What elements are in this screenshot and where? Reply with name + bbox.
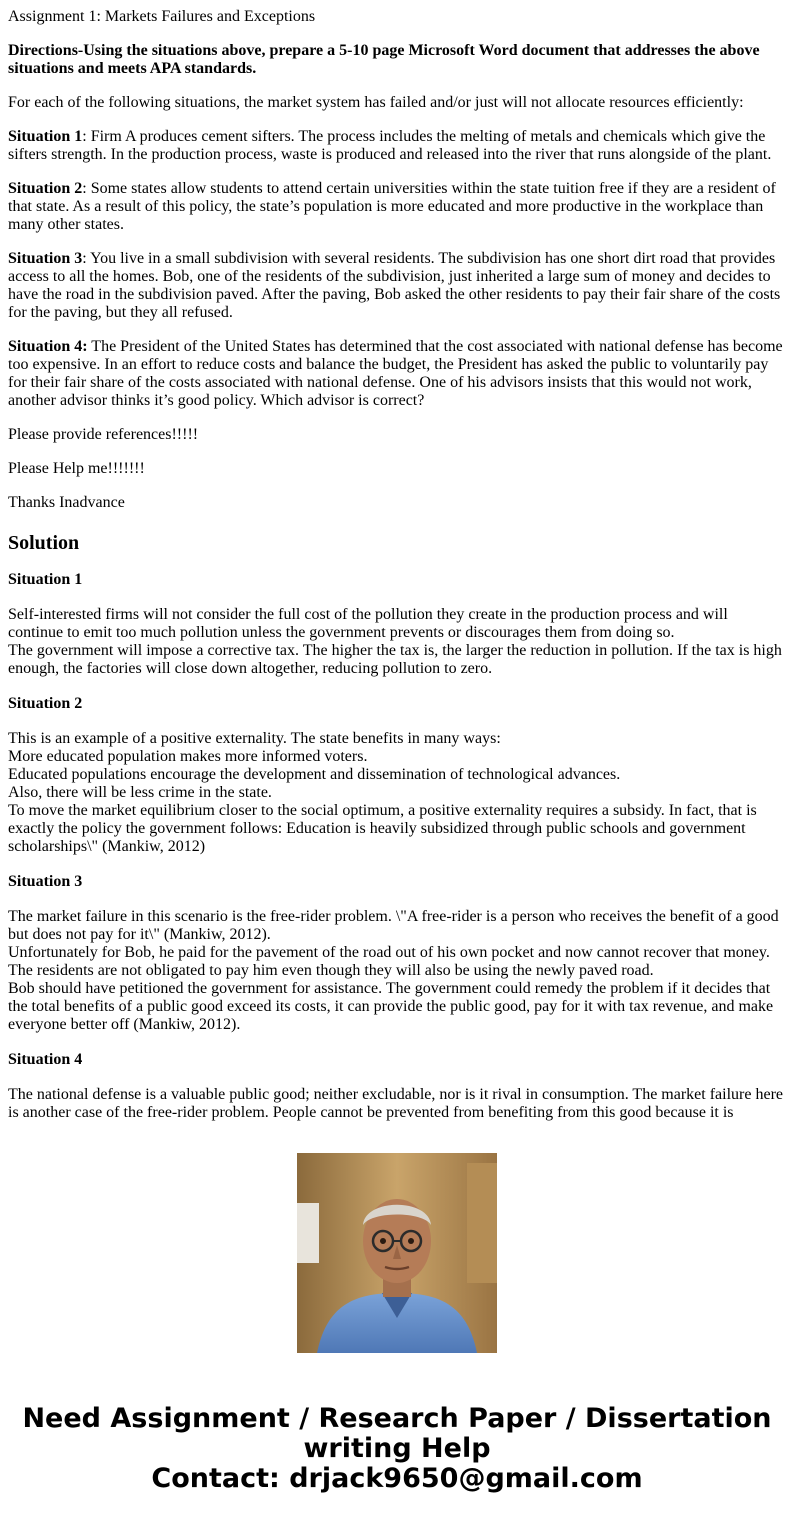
solution-s4-line: The national defense is a valuable public good; neither excludable, nor is it rival in consumption. The market failure here is another case of the free-rider problem. People cannot be prevented from benefiting from this good because it is <box>8 1086 784 1121</box>
situation-3-sep: : <box>82 250 87 267</box>
avatar-portrait-image <box>297 1153 497 1353</box>
situation-2 <box>8 180 786 234</box>
solution-s3-line: Unfortunately for Bob, he paid for the pavement of the road out of his own pocket and now cannot recover that money. The residents are not obligated to pay him even though they will also be using the newly paved road. <box>8 944 770 979</box>
directions <box>8 42 786 78</box>
document-body <box>8 0 786 1123</box>
situation-1-label: Situation 1 <box>8 128 83 145</box>
solution-s4-heading: Situation 4 <box>8 1051 83 1068</box>
promo-line-1: Need Assignment / Research Paper / Dissertation <box>22 1403 772 1434</box>
solution-s2-line: This is an example of a positive externality. The state benefits in many ways: <box>8 730 501 747</box>
solution-s3-line: Bob should have petitioned the government for assistance. The government could remedy the problem if it decides that the total benefits of a public good exceed its costs, it can provide the public good, pay for it with tax revenue, and make everyone better off (Mankiw, 2012). <box>8 980 774 1033</box>
situation-3 <box>8 250 786 322</box>
solution-s3-heading: Situation 3 <box>8 873 83 890</box>
promo-contact: Contact: drjack9650@gmail.com <box>151 1463 643 1494</box>
solution-s2-line: To move the market equilibrium closer to the social optimum, a positive externality requires a subsidy. In fact, that is exactly the policy the government follows: Education is heavily subsidized through public schools and government scholarships\" (Mankiw, 2012) <box>8 802 757 855</box>
thanks-note: Thanks Inadvance <box>8 494 125 511</box>
situation-1-sep: : <box>82 128 87 145</box>
intro-text: For each of the following situations, the market system has failed and/or just will not allocate resources efficiently: <box>8 94 744 111</box>
situation-2-label: Situation 2 <box>8 180 83 197</box>
promo-line-2: writing Help <box>303 1433 491 1464</box>
solution-s2-body <box>8 730 786 856</box>
directions-text: Directions-Using the situations above, prepare a 5-10 page Microsoft Word document that addresses the above situations and meets APA standards. <box>8 42 760 77</box>
situation-2-text: Some states allow students to attend certain universities within the state tuition free if they are a resident of that state. As a result of this policy, the state’s population is more educated and more productive in the workplace than many other states. <box>8 180 776 233</box>
avatar <box>297 1153 497 1353</box>
solution-s3-body <box>8 908 786 1034</box>
solution-s1-line: The government will impose a corrective tax. The higher the tax is, the larger the reduction in pollution. If the tax is high enough, the factories will close down altogether, reducing pollution to zero. <box>8 642 782 677</box>
situation-4-label: Situation 4: <box>8 338 88 355</box>
situation-4 <box>8 338 786 410</box>
references-note: Please provide references!!!!! <box>8 426 199 443</box>
promo-text <box>0 1404 794 1494</box>
solution-s1-line: Self-interested firms will not consider the full cost of the pollution they create in the production process and will continue to emit too much pollution unless the government prevents or discourages them from doing so. <box>8 606 728 641</box>
solution-s2-line: Also, there will be less crime in the state. <box>8 784 272 801</box>
help-note: Please Help me!!!!!!! <box>8 460 145 477</box>
situation-1 <box>8 128 786 164</box>
situation-3-text: You live in a small subdivision with several residents. The subdivision has one short dirt road that provides access to all the homes. Bob, one of the residents of the subdivision, just inherited a large sum of money and decides to have the road in the subdivision paved. After the paving, Bob asked the other residents to pay their fair share of the costs for the paving, but they all refused. <box>8 250 781 321</box>
situation-3-label: Situation 3 <box>8 250 83 267</box>
solution-s1-body <box>8 606 786 678</box>
solution-s2-line: Educated populations encourage the development and dissemination of technological advances. <box>8 766 621 783</box>
promo-footer <box>0 1123 794 1523</box>
situation-2-sep: : <box>82 180 87 197</box>
solution-s3-line: The market failure in this scenario is the free-rider problem. \"A free-rider is a person who receives the benefit of a good but does not pay for it\" (Mankiw, 2012). <box>8 908 779 943</box>
solution-heading: Solution <box>8 532 80 554</box>
solution-s2-heading: Situation 2 <box>8 695 83 712</box>
solution-s2-line: More educated population makes more informed voters. <box>8 748 368 765</box>
situation-1-text: Firm A produces cement sifters. The process includes the melting of metals and chemicals which give the sifters strength. In the production process, waste is produced and released into the river that runs alongside of the plant. <box>8 128 772 163</box>
document-title: Assignment 1: Markets Failures and Exceptions <box>8 8 316 25</box>
situation-4-text: The President of the United States has determined that the cost associated with national defense has become too expensive. In an effort to reduce costs and balance the budget, the President has asked the public to voluntarily pay for their fair share of the costs associated with national defense. One of his advisors insists that this would not work, another advisor thinks it’s good policy. Which advisor is correct? <box>8 338 783 409</box>
solution-s1-heading: Situation 1 <box>8 571 83 588</box>
